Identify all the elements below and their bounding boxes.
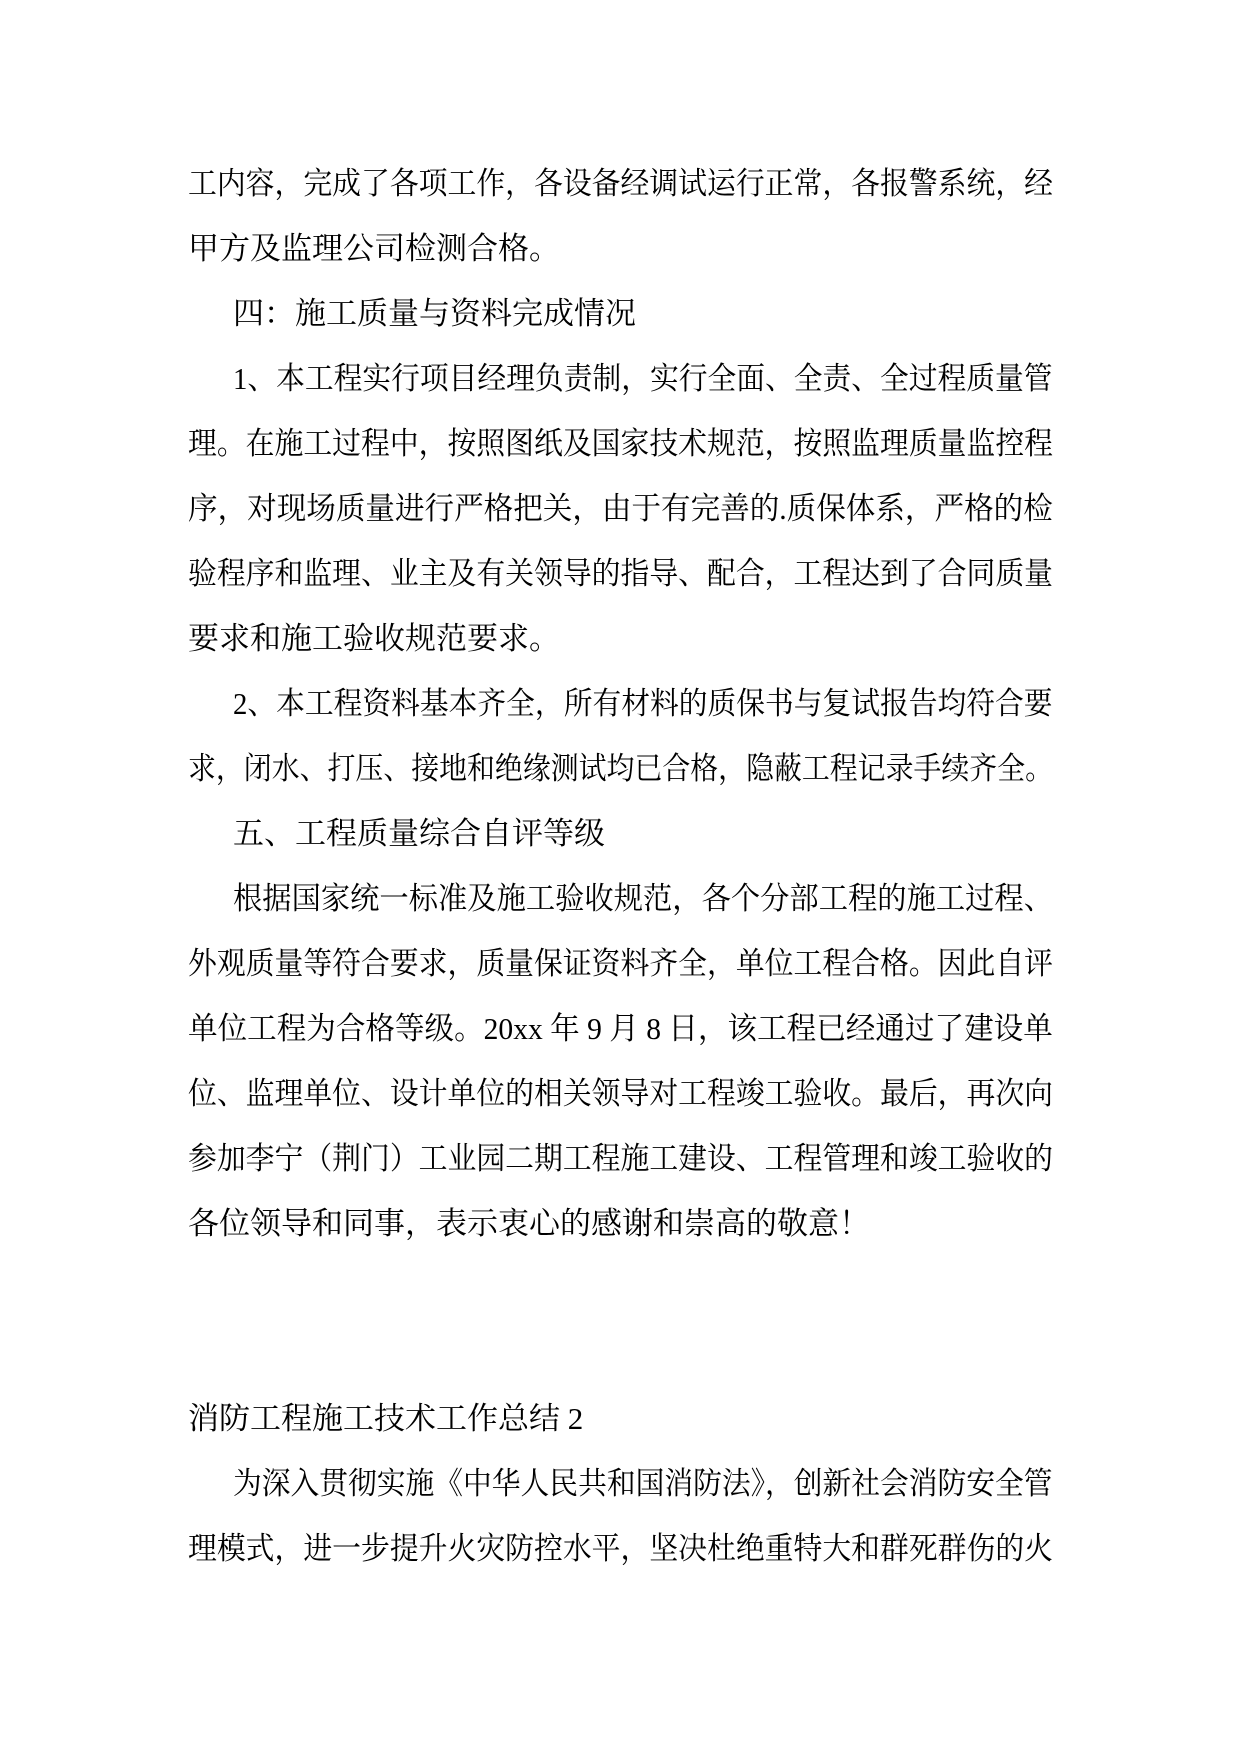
line-text: 四：施工质量与资料完成情况: [233, 296, 636, 331]
line-text: 要求和施工验收规范要求。: [188, 621, 560, 656]
text-line: [188, 1191, 1053, 1256]
text-line: [188, 996, 1053, 1061]
text-line: [188, 1126, 1053, 1191]
text-line: [188, 931, 1053, 996]
text-line: [188, 411, 1053, 476]
text-line: [188, 736, 1053, 801]
text-line: [188, 346, 1053, 411]
line-text: 甲方及监理公司检测合格。: [188, 231, 560, 266]
blank-line: [188, 1321, 1053, 1386]
line-text: 求，闭水、打压、接地和绝缘测试均已合格，隐蔽工程记录手续齐全。: [188, 751, 1053, 786]
text-line: [188, 866, 1053, 931]
line-text: 外观质量等符合要求，质量保证资料齐全，单位工程合格。因此自评: [188, 946, 1053, 981]
line-text: 五、工程质量综合自评等级: [233, 816, 605, 851]
blank-line: [188, 1256, 1053, 1321]
section-heading: [188, 1386, 1053, 1451]
text-line: [188, 801, 1053, 866]
line-text: 理。在施工过程中，按照图纸及国家技术规范，按照监理质量监控程: [188, 426, 1053, 461]
text-line: [188, 606, 1053, 671]
line-text: 根据国家统一标准及施工验收规范，各个分部工程的施工过程、: [233, 881, 1053, 916]
text-line: [188, 541, 1053, 606]
line-text: 2、本工程资料基本齐全，所有材料的质保书与复试报告均符合要: [233, 686, 1053, 721]
document-body: [188, 151, 1053, 1581]
line-text: 单位工程为合格等级。20xx 年 9 月 8 日，该工程已经通过了建设单: [188, 1011, 1053, 1046]
text-line: [188, 671, 1053, 736]
text-line: [188, 1451, 1053, 1516]
heading-text: 消防工程施工技术工作总结 2: [188, 1401, 584, 1436]
line-text: 位、监理单位、设计单位的相关领导对工程竣工验收。最后，再次向: [188, 1076, 1053, 1111]
text-line: [188, 216, 1053, 281]
line-text: 工内容，完成了各项工作，各设备经调试运行正常，各报警系统，经: [188, 166, 1053, 201]
line-text: 参加李宁（荆门）工业园二期工程施工建设、工程管理和竣工验收的: [188, 1141, 1053, 1176]
text-line: [188, 151, 1053, 216]
text-line: [188, 1516, 1053, 1581]
line-text: 理模式，进一步提升火灾防控水平，坚决杜绝重特大和群死群伤的火: [188, 1531, 1053, 1566]
line-text: 序，对现场质量进行严格把关，由于有完善的.质保体系，严格的检: [188, 491, 1053, 526]
line-text: 为深入贯彻实施《中华人民共和国消防法》，创新社会消防安全管: [233, 1466, 1053, 1501]
line-text: 1、本工程实行项目经理负责制，实行全面、全责、全过程质量管: [233, 361, 1053, 396]
text-line: [188, 1061, 1053, 1126]
line-text: 各位领导和同事，表示衷心的感谢和崇高的敬意！: [188, 1206, 870, 1241]
line-text: 验程序和监理、业主及有关领导的指导、配合，工程达到了合同质量: [188, 556, 1053, 591]
text-line: [188, 281, 1053, 346]
text-line: [188, 476, 1053, 541]
